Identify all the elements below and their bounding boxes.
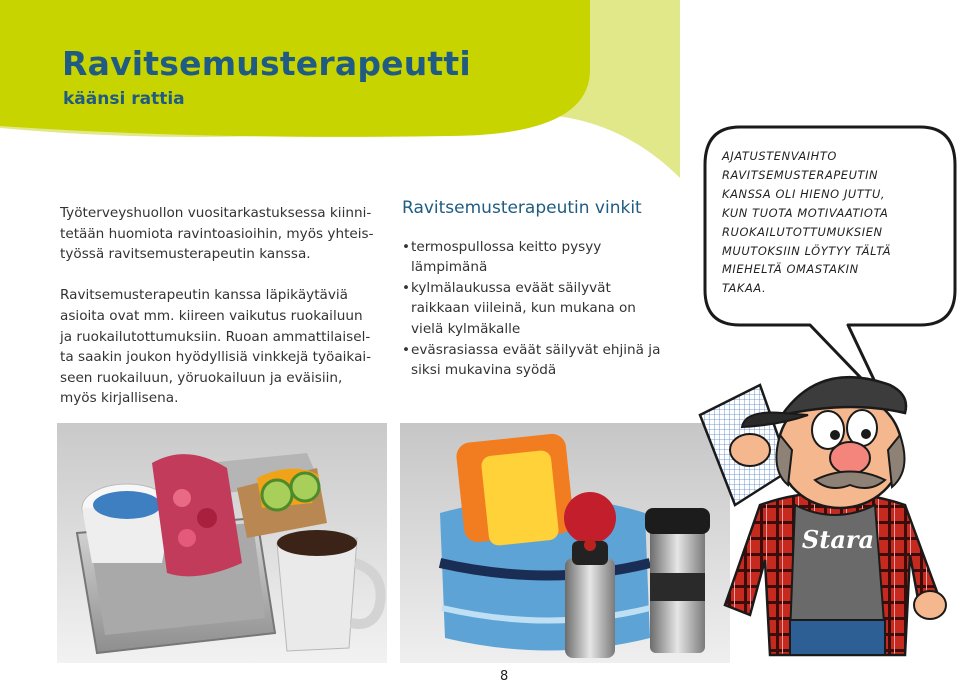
bubble-line: AJATUSTENVAIHTO — [722, 149, 837, 163]
pupil — [861, 429, 871, 439]
cucumber-slice — [291, 473, 319, 501]
page-subtitle: käänsi rattia — [63, 89, 185, 109]
page-title: Ravitsemusterapeutti — [62, 44, 471, 83]
right-eye — [847, 410, 877, 446]
tip-item — [402, 237, 702, 278]
text-line: kylmälaukussa eväät säilyvät — [411, 279, 611, 296]
tip-item — [402, 340, 702, 381]
text-line: lämpimänä — [411, 259, 488, 276]
text-line: termospullossa keitto pysyy — [411, 238, 602, 255]
text-line: seen ruokailuun, yöruokailuun ja eväisiin, — [60, 369, 343, 386]
text-line: tetään huomiota ravintoasioihin, myös yhteis- — [60, 225, 374, 242]
berry — [197, 508, 217, 528]
left-eye — [812, 411, 844, 449]
cucumber-slice — [262, 480, 292, 510]
bubble-line: TAKAA. — [722, 281, 767, 296]
text-line: eväsrasiassa eväät säilyvät ehjinä ja — [411, 341, 661, 358]
lunchbox-photo — [57, 423, 387, 663]
speech-bubble-text — [722, 147, 950, 298]
bubble-line: KUN TUOTA MOTIVAATIOTA — [722, 205, 889, 220]
text-line: Työterveyshuollon vuositarkastuksessa kiinni- — [60, 205, 372, 221]
text-line: Ravitsemusterapeutin kanssa läpikäytäviä — [60, 287, 349, 304]
text-line: myös kirjallisena. — [60, 390, 179, 407]
apple — [564, 492, 616, 544]
tip-item — [402, 278, 702, 340]
right-hand — [914, 591, 946, 619]
text-line: ja ruokailutottumuksiin. Ruoan ammattilaisel- — [60, 328, 371, 345]
text-line: asioita ovat mm. kiireen vaikutus ruokailuun — [60, 307, 363, 324]
bubble-line: MIEHELTÄ OMASTAKIN — [722, 262, 859, 277]
tips-section — [402, 198, 702, 381]
bubble-line: RAVITSEMUSTERAPEUTIN — [722, 167, 879, 182]
cooler-bag-photo — [400, 423, 730, 663]
thermos-button — [584, 539, 596, 551]
nose — [830, 442, 870, 474]
intro-paragraph-1 — [60, 203, 380, 265]
left-hand — [730, 434, 770, 466]
bubble-line: RUOKAILUTOTTUMUKSIEN — [722, 224, 883, 239]
intro-paragraph-2 — [60, 285, 380, 409]
text-line: työssä ravitsemusterapeutin kanssa. — [60, 246, 311, 263]
tips-heading: Ravitsemusterapeutin vinkit — [402, 198, 642, 218]
bubble-line: MUUTOKSIIN LÖYTYY TÄLTÄ — [722, 243, 892, 258]
text-line: vielä kylmäkalle — [411, 320, 521, 337]
coffee — [277, 530, 357, 556]
berry — [173, 489, 191, 507]
thermos — [565, 558, 615, 658]
intro-text — [60, 203, 380, 430]
bubble-line: KANSSA OLI HIENO JUTTU, — [722, 186, 886, 201]
jeans — [790, 620, 885, 655]
pupil — [830, 430, 840, 440]
tips-list — [402, 237, 702, 381]
berry — [178, 529, 196, 547]
page-number: 8 — [500, 669, 509, 684]
yellow-lid — [480, 450, 559, 547]
yogurt-label — [93, 491, 161, 519]
text-line: raikkaan viileinä, kun mukana on — [411, 300, 636, 317]
text-line: siksi mukavina syödä — [411, 362, 557, 379]
mascot-illustration — [690, 355, 960, 675]
shirt-logo-text: Stara — [801, 525, 875, 554]
text-line: ta saakin joukon hyödyllisiä vinkkejä työaikai- — [60, 349, 372, 366]
